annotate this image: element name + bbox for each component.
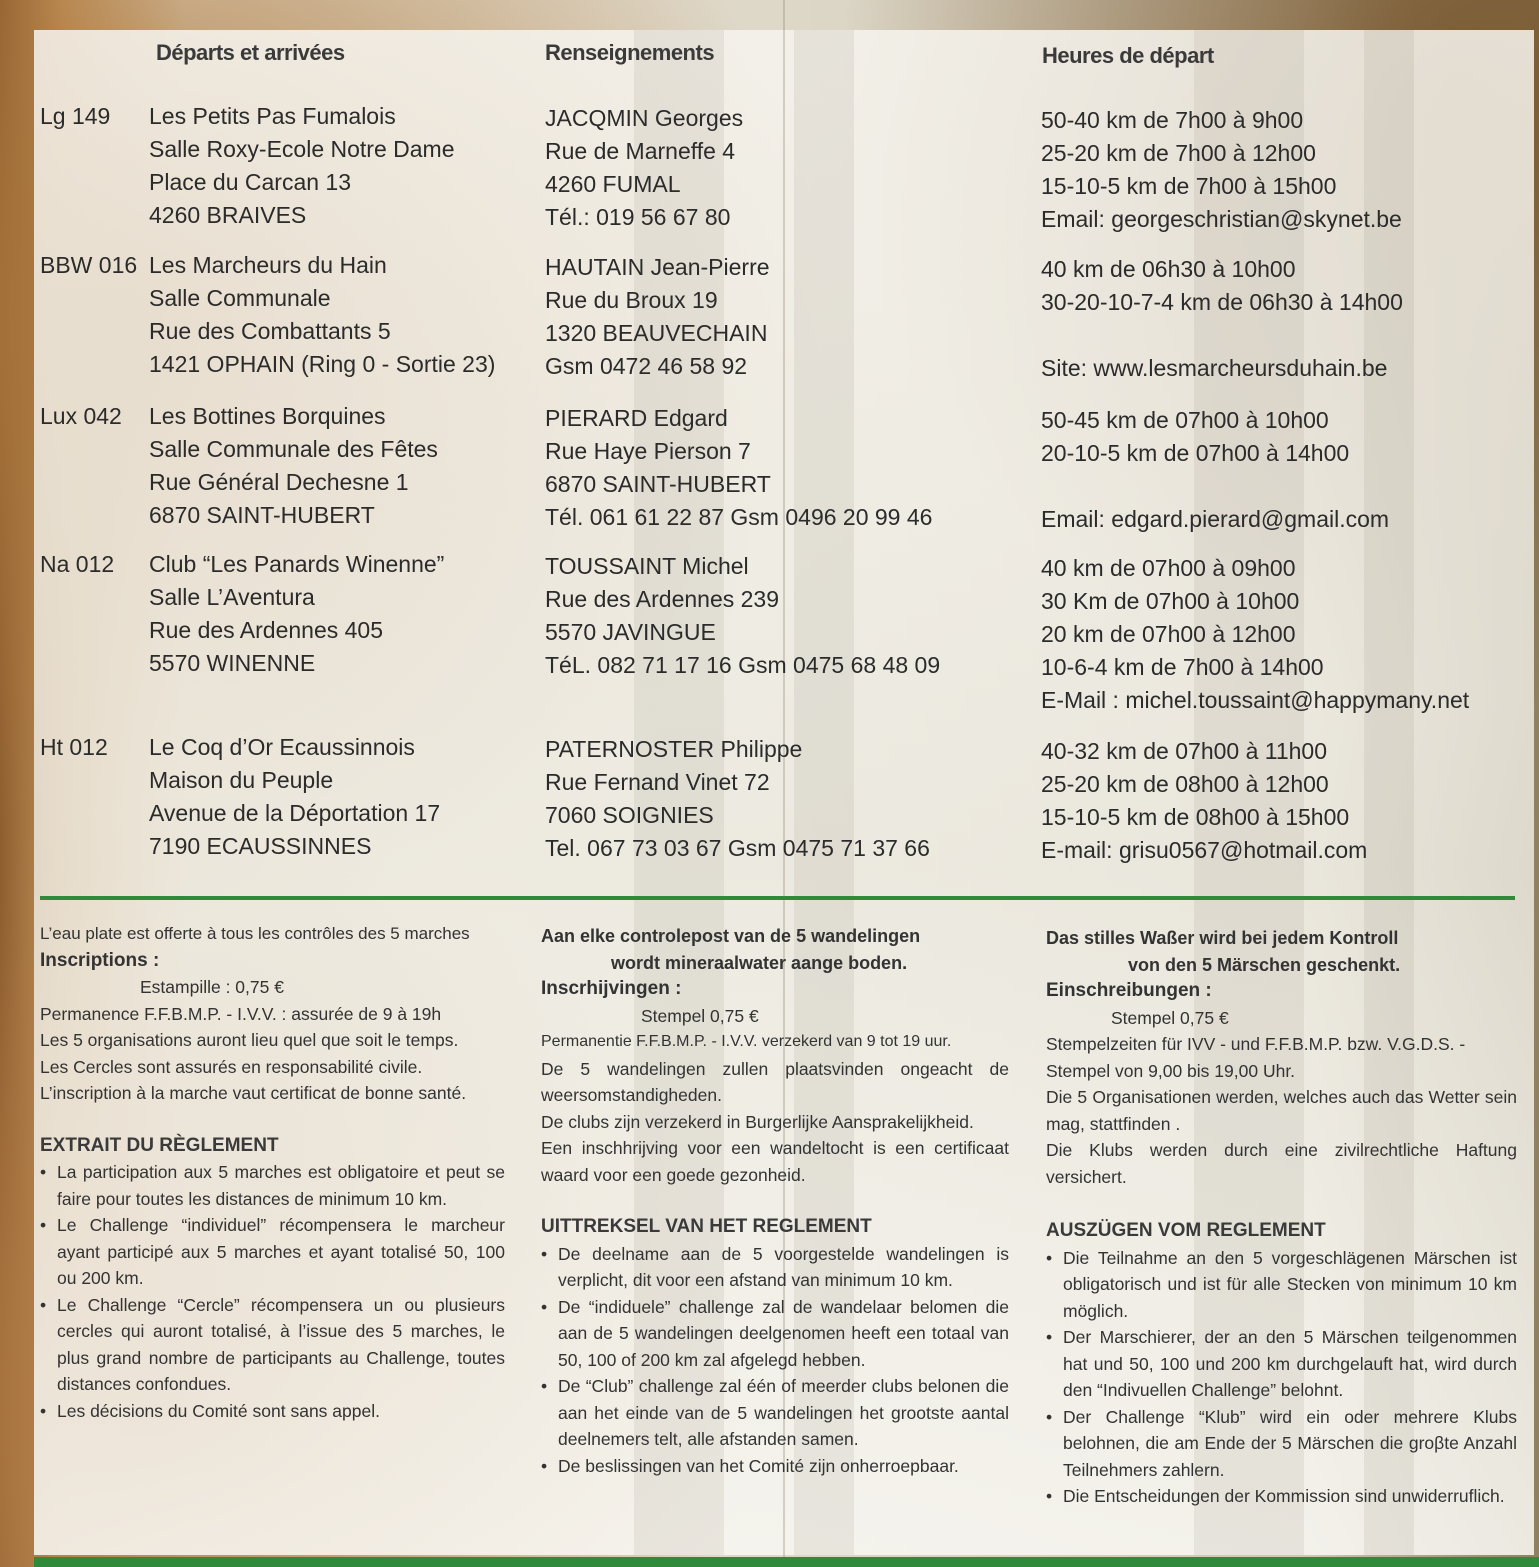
inscriptions-heading: Inscrhijvingen : — [541, 978, 682, 999]
entry-location: Les Bottines Borquines Salle Communale des Fêtes Rue Général Dechesne 1 6870 SAINT-HUBERT — [149, 403, 438, 528]
rules-heading: UITTREKSEL VAN HET REGLEMENT — [541, 1216, 872, 1237]
email-link[interactable]: E-mail: grisu0567@hotmail.com — [1041, 837, 1368, 863]
stamp-price: Stempel 0,75 € — [641, 1005, 759, 1026]
rule-item: • De “indiduele” challenge zal de wandelaar belomen die aan de 5 wandelingen deelgenomen heeft een totaal van 50, 100 of 200 km zal afgelegd hebben. — [541, 1294, 1009, 1374]
rule-item: • Les décisions du Comité sont sans appel. — [40, 1398, 505, 1425]
info-paragraph: Les Cercles sont assurés en responsabilité civile. — [40, 1056, 423, 1077]
rules-list — [541, 1241, 1009, 1480]
rule-item: • Le Challenge “Cercle” récompensera un ou plusieurs cercles qui auront totalisé, à l’issue des 5 marches, le plus grand nombre de participants au Challenge, toutes distances confondues. — [40, 1292, 505, 1398]
entry-location: Les Marcheurs du Hain Salle Communale Rue des Combattants 5 1421 OPHAIN (Ring 0 - Sortie 23) — [149, 252, 496, 377]
entry-location: Club “Les Panards Winenne” Salle L’Aventura Rue des Ardennes 405 5570 WINENNE — [149, 551, 445, 676]
rule-item: • La participation aux 5 marches est obligatoire et peut se faire pour toutes les distances de minimum 10 km. — [40, 1159, 505, 1212]
email-link[interactable]: E-Mail : michel.toussaint@happymany.net — [1041, 687, 1470, 713]
entry-contact: PIERARD Edgard Rue Haye Pierson 7 6870 SAINT-HUBERT Tél. 061 61 22 87 Gsm 0496 20 99 46 — [545, 405, 933, 530]
info-column-nl — [541, 923, 1009, 1479]
permanence-text: Permanentie F.F.B.M.P. - I.V.V. verzekerd van 9 tot 19 uur. — [541, 1033, 952, 1050]
header-heures: Heures de départ — [1042, 43, 1214, 68]
entry-times: 50-40 km de 7h00 à 9h00 25-20 km de 7h00 à 12h00 15-10-5 km de 7h00 à 15h00 Email: georgeschristian@skynet.be — [1041, 104, 1402, 236]
rules-list — [1046, 1245, 1517, 1510]
rules-list — [40, 1159, 505, 1424]
entry-contact: PATERNOSTER Philippe Rue Fernand Vinet 72 7060 SOIGNIES Tel. 067 73 03 67 Gsm 0475 71 37 66 — [545, 736, 930, 861]
entry-times: 40 km de 07h00 à 09h00 30 Km de 07h00 à 10h00 20 km de 07h00 à 12h00 10-6-4 km de 7h00 à 14h00 E-Mail : michel.toussaint@happymany.net — [1041, 552, 1469, 717]
stamp-price: Estampille : 0,75 € — [140, 977, 284, 997]
rules-heading: AUSZÜGEN VOM REGLEMENT — [1046, 1220, 1326, 1241]
inscriptions-heading: Inscriptions : — [40, 949, 160, 971]
entry-code: Na 012 — [40, 551, 115, 577]
entry-code: Lux 042 — [40, 403, 122, 429]
rules-heading: EXTRAIT DU RÈGLEMENT — [40, 1134, 279, 1156]
inscriptions-heading: Einschreibungen : — [1046, 980, 1212, 1001]
entry-code: Ht 012 — [40, 734, 108, 760]
entry-code: BBW 016 — [40, 252, 138, 278]
entry-code: Lg 149 — [40, 103, 111, 129]
water-note: von den 5 Märschen geschenkt. — [1128, 954, 1401, 975]
info-paragraph: Die Klubs werden durch eine zivilrechtliche Haftung versichert. — [1046, 1140, 1517, 1187]
rule-item: • De deelname aan de 5 voorgestelde wandelingen is verplicht, dit voor een afstand van minimum 10 km. — [541, 1241, 1009, 1294]
water-note: Aan elke controlepost van de 5 wandelingen — [541, 926, 921, 946]
rule-item: • De “Club” challenge zal één of meerder clubs belonen die aan het einde van de 5 wandelingen het grootste aantal deelnemers telt, alle afstanden samen. — [541, 1373, 1009, 1453]
info-paragraph: Les 5 organisations auront lieu quel que soit le temps. — [40, 1030, 459, 1050]
header-departs: Départs et arrivées — [156, 40, 345, 65]
info-paragraph: L’inscription à la marche vaut certificat de bonne santé. — [40, 1083, 467, 1103]
section-divider — [40, 896, 1515, 900]
info-paragraph: De clubs zijn verzekerd in Burgerlijke Aansprakelijkheid. — [541, 1111, 974, 1132]
info-column-fr — [40, 921, 505, 1424]
entry-contact: HAUTAIN Jean-Pierre Rue du Broux 19 1320 BEAUVECHAIN Gsm 0472 46 58 92 — [545, 254, 770, 379]
footer-bar — [34, 1557, 1539, 1567]
entry-location: Le Coq d’Or Ecaussinnois Maison du Peuple Avenue de la Déportation 17 7190 ECAUSSINNES — [149, 734, 441, 859]
stamp-price: Stempel 0,75 € — [1111, 1007, 1229, 1028]
permanence-text: Permanence F.F.B.M.P. - I.V.V. : assurée de 9 à 19h — [40, 1003, 442, 1024]
water-note: wordt mineraalwater aange boden. — [611, 952, 908, 973]
entry-contact: TOUSSAINT Michel Rue des Ardennes 239 5570 JAVINGUE TéL. 082 71 17 16 Gsm 0475 68 48 09 — [545, 553, 941, 678]
entry-times: 40 km de 06h30 à 10h00 30-20-10-7-4 km de 06h30 à 14h00 Site: www.lesmarcheursduhain.be — [1041, 253, 1403, 385]
rule-item: • Die Teilnahme an den 5 vorgeschlägenen Märschen ist obligatorisch und ist für alle Stecken von minimum 10 km möglich. — [1046, 1245, 1517, 1325]
info-paragraph: De 5 wandelingen zullen plaatsvinden ongeacht de weersomstandigheden. — [541, 1058, 1009, 1105]
email-link[interactable]: Email: georgeschristian@skynet.be — [1041, 206, 1402, 232]
website-link[interactable]: Site: www.lesmarcheursduhain.be — [1041, 355, 1388, 381]
entry-location: Les Petits Pas Fumalois Salle Roxy-Ecole Notre Dame Place du Carcan 13 4260 BRAIVES — [149, 103, 455, 228]
water-note: L’eau plate est offerte à tous les contrôles des 5 marches — [40, 924, 470, 943]
entry-contact: JACQMIN Georges Rue de Marneffe 4 4260 FUMAL Tél.: 019 56 67 80 — [545, 105, 744, 230]
water-note: Das stilles Waßer wird bei jedem Kontroll — [1046, 928, 1399, 948]
entry-times: 50-45 km de 07h00 à 10h00 20-10-5 km de 07h00 à 14h00 Email: edgard.pierard@gmail.com — [1041, 404, 1389, 536]
permanence-text: Stempelzeiten für IVV - und F.F.B.M.P. bzw. V.G.D.S. - Stempel von 9,00 bis 19,00 Uhr. — [1046, 1034, 1466, 1081]
rule-item: • De beslissingen van het Comité zijn onherroepbaar. — [541, 1453, 1009, 1480]
header-renseignements: Renseignements — [545, 40, 715, 65]
entry-times: 40-32 km de 07h00 à 11h00 25-20 km de 08h00 à 12h00 15-10-5 km de 08h00 à 15h00 E-mail: grisu0567@hotmail.com — [1041, 735, 1367, 867]
rule-item: • Die Entscheidungen der Kommission sind unwiderruflich. — [1046, 1483, 1517, 1510]
info-paragraph: Die 5 Organisationen werden, welches auch das Wetter sein mag, stattfinden . — [1046, 1087, 1517, 1134]
rule-item: • Der Challenge “Klub” wird ein oder mehrere Klubs belohnen, die am Ende der 5 Märschen die groβte Anzahl Teilnehmers zahlern. — [1046, 1404, 1517, 1484]
info-column-de — [1046, 925, 1517, 1510]
rule-item: • Der Marschierer, der an den 5 Märschen teilgenommen hat und 50, 100 und 200 km durchgelauft hat, wird durch den “Indivuellen Challenge” belohnt. — [1046, 1324, 1517, 1404]
rule-item: • Le Challenge “individuel” récompensera le marcheur ayant participé aux 5 marches et ayant totalisé 50, 100 ou 200 km. — [40, 1212, 505, 1292]
email-link[interactable]: Email: edgard.pierard@gmail.com — [1041, 506, 1390, 532]
info-paragraph: Een inschhrijving voor een wandeltocht is een certificaat waard voor een goede gezonheid. — [541, 1138, 1009, 1185]
